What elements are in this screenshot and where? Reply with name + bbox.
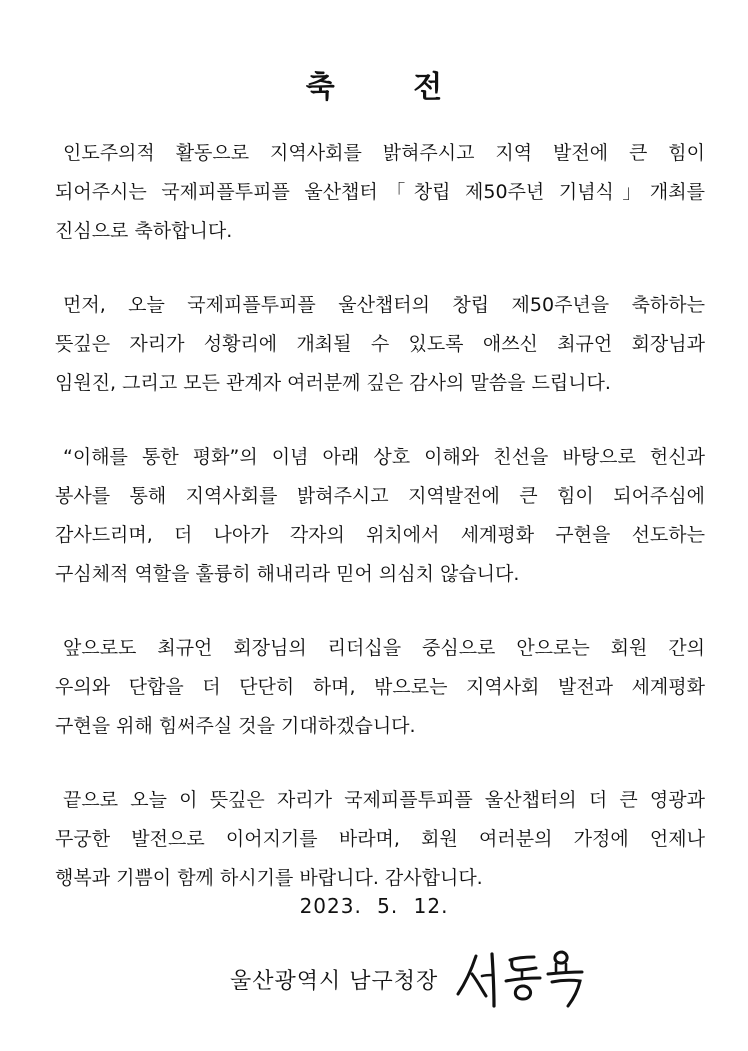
text-line: 되어주시는 국제피플투피플 울산챕터「창립 제50주년 기념식」개최를 (55, 181, 705, 203)
paragraph-congratulations (55, 134, 705, 251)
handwritten-signature (452, 948, 592, 1010)
text-line: 구심체적 역할을 훌륭히 해내리라 믿어 의심치 않습니다. (55, 563, 520, 585)
text-line: “이해를 통한 평화”의 이념 아래 상호 이해와 친선을 바탕으로 헌신과 (63, 446, 705, 468)
text-line: 구현을 위해 힘써주실 것을 기대하겠습니다. (55, 715, 416, 737)
text-line: 임원진, 그리고 모든 관계자 여러분께 깊은 감사의 말씀을 드립니다. (55, 372, 611, 394)
text-line: 행복과 기쁨이 함께 하시기를 바랍니다. 감사합니다. (55, 867, 483, 889)
text-line: 무궁한 발전으로 이어지기를 바라며, 회원 여러분의 가정에 언제나 (55, 828, 705, 850)
text-line: 인도주의적 활동으로 지역사회를 밝혀주시고 지역 발전에 큰 힘이 (63, 142, 705, 164)
text-line: 우의와 단합을 더 단단히 하며, 밖으로는 지역사회 발전과 세계평화 (55, 676, 705, 698)
text-line: 진심으로 축하합니다. (55, 220, 233, 242)
letter-body (55, 134, 705, 933)
text-line: 앞으로도 최규언 회장님의 리더십을 중심으로 안으로는 회원 간의 (63, 637, 705, 659)
text-line: 봉사를 통해 지역사회를 밝혀주시고 지역발전에 큰 힘이 되어주심에 (55, 485, 705, 507)
text-line: 감사드리며, 더 나아가 각자의 위치에서 세계평화 구현을 선도하는 (55, 524, 705, 546)
paragraph-expectation (55, 629, 705, 746)
document-date: 2023. 5. 12. (299, 894, 449, 918)
paragraph-closing (55, 781, 705, 898)
sender-title: 울산광역시 남구청장 (230, 968, 439, 994)
document-title: 축 전 (305, 70, 477, 105)
paragraph-ideology (55, 438, 705, 594)
paragraph-thanks (55, 286, 705, 403)
text-line: 뜻깊은 자리가 성황리에 개최될 수 있도록 애쓰신 최규언 회장님과 (55, 333, 705, 355)
sender-block (230, 948, 592, 1010)
text-line: 먼저, 오늘 국제피플투피플 울산챕터의 창립 제50주년을 축하하는 (63, 294, 705, 316)
text-line: 끝으로 오늘 이 뜻깊은 자리가 국제피플투피플 울산챕터의 더 큰 영광과 (63, 789, 705, 811)
